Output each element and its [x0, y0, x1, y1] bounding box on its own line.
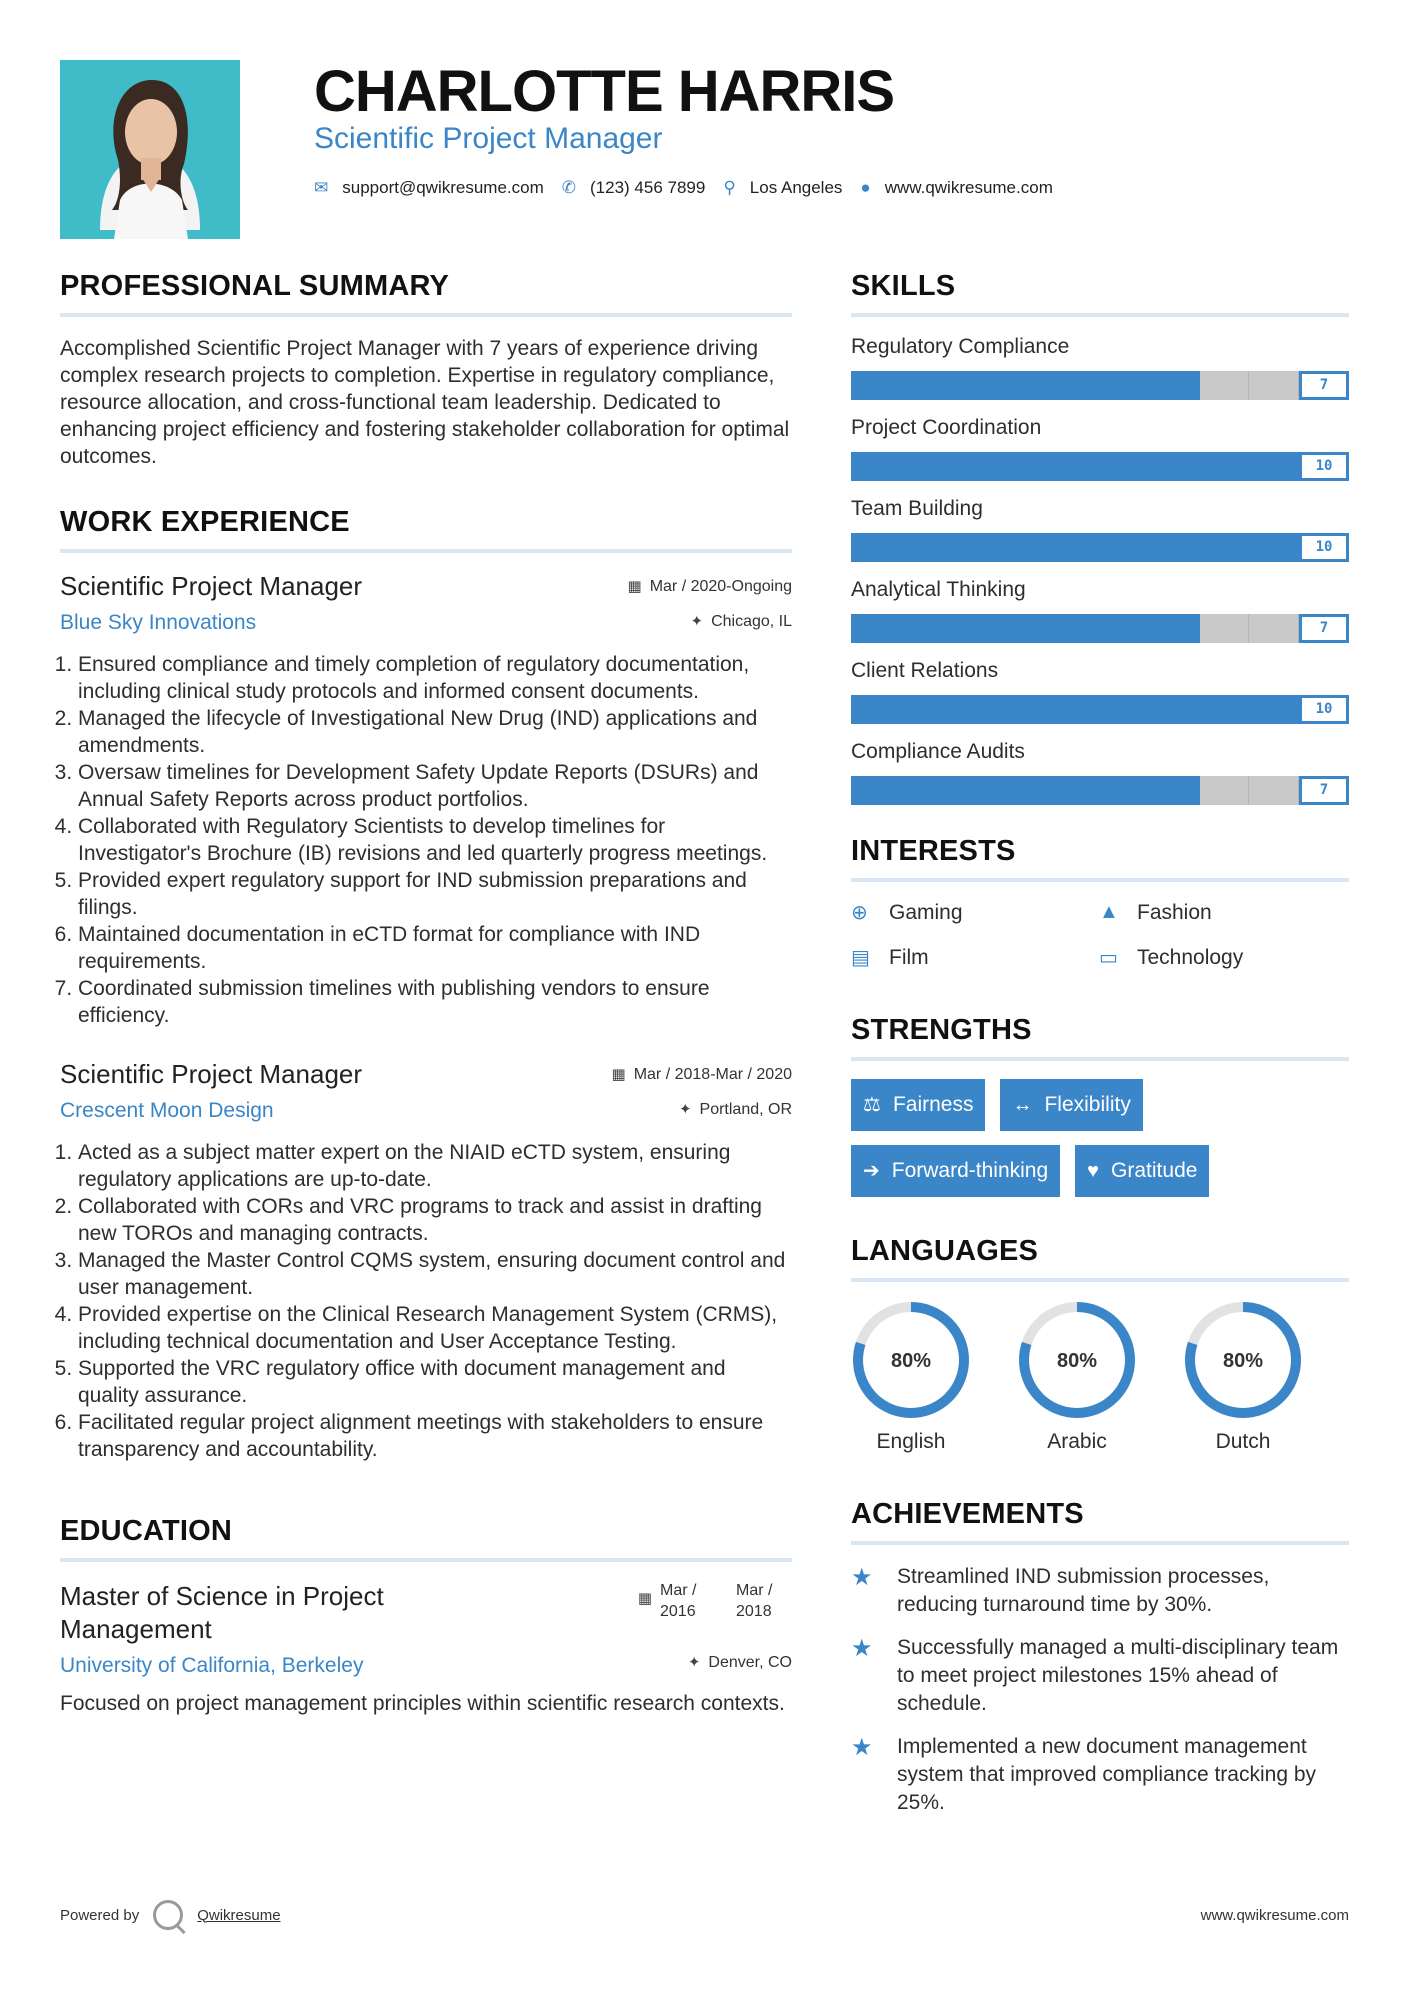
skill-bar-segment — [1249, 776, 1299, 805]
qwikresume-logo-icon — [153, 1900, 183, 1930]
skills-heading: SKILLS — [851, 270, 1349, 317]
interest-item — [1099, 945, 1347, 970]
education-description: Focused on project management principles within scientific research contexts. — [60, 1692, 785, 1715]
contact-email[interactable] — [314, 178, 544, 198]
map-pin-icon: ⚲ — [723, 178, 736, 197]
skill-item — [851, 659, 1349, 724]
interests-heading: INTERESTS — [851, 835, 1349, 882]
strengths-list — [851, 1079, 1349, 1197]
education-location — [688, 1653, 792, 1672]
contact-phone[interactable] — [562, 178, 706, 198]
duty-item: 6. Maintained documentation in eCTD format for compliance with IND requirements. — [78, 921, 792, 975]
achievement-text: Streamlined IND submission processes, reducing turnaround time by 30%. — [897, 1565, 1270, 1616]
heart-icon: ♥ — [1087, 1160, 1100, 1182]
achievement-text: Successfully managed a multi-disciplinary team to meet project milestones 15% ahead of schedule. — [897, 1636, 1339, 1715]
achievement-item — [851, 1733, 1349, 1817]
shopping-bag-icon: ▲ — [1099, 901, 1119, 923]
education-date-end: Mar / 2018 — [736, 1582, 773, 1620]
education-date — [638, 1580, 792, 1622]
profile-photo — [60, 60, 240, 239]
contact-phone-text: (123) 456 7899 — [590, 178, 706, 197]
skill-bar — [851, 533, 1349, 562]
skill-bar-segment — [1150, 695, 1200, 724]
language-name: Arabic — [1047, 1430, 1107, 1453]
language-ring — [1183, 1300, 1303, 1420]
skill-bar-segment — [951, 614, 1001, 643]
footer-url[interactable]: www.qwikresume.com — [1200, 1907, 1349, 1924]
duty-item: 2. Managed the lifecycle of Investigational New Drug (IND) applications and amendments. — [78, 705, 792, 759]
skill-bar-segment — [1249, 695, 1299, 724]
skill-bar-segment — [1000, 452, 1050, 481]
calendar-icon: ▦ — [637, 1590, 652, 1607]
education-location-text: Denver, CO — [708, 1654, 792, 1671]
globe-icon: ● — [860, 178, 871, 197]
skill-bar-segment — [851, 614, 901, 643]
skill-bar-segment — [1050, 614, 1100, 643]
duty-item: 4. Collaborated with Regulatory Scientists to develop timelines for Investigator's Brochure (IB) revisions and led quarterly progress meetings. — [78, 813, 792, 867]
interest-item — [1099, 900, 1347, 925]
strength-tag — [851, 1145, 1060, 1197]
strengths-heading: STRENGTHS — [851, 1014, 1349, 1061]
degree-title: Master of Science in Project Management — [60, 1581, 384, 1644]
education-date-separator — [716, 1580, 736, 1622]
school-name: University of California, Berkeley — [60, 1654, 364, 1677]
profile-photo-illustration — [60, 60, 240, 239]
contact-website-text: www.qwikresume.com — [884, 178, 1053, 197]
brand-link[interactable]: Qwikresume — [197, 1906, 281, 1924]
contact-website[interactable] — [860, 178, 1052, 198]
strength-tag — [851, 1079, 985, 1131]
skill-bar-segment — [1249, 452, 1299, 481]
skill-bar-segment — [951, 695, 1001, 724]
duty-item: 1. Ensured compliance and timely completion of regulatory documentation, including clinical study protocols and informed consent documents. — [78, 651, 792, 705]
skill-name: Compliance Audits — [851, 740, 1025, 763]
summary-text: Accomplished Scientific Project Manager with 7 years of experience driving complex research projects to completion. Expertise in regulatory compliance, resource allocation, and cross-functional team leadership. Dedicated to enhancing project efficiency and fostering stakeholder collaboration for optimal outcomes. — [60, 337, 790, 468]
skill-bar-segment — [951, 371, 1001, 400]
skill-bar-segment — [1200, 776, 1250, 805]
language-percent: 80% — [1222, 1350, 1264, 1372]
job-title: Scientific Project Manager — [60, 1059, 363, 1089]
skill-bar-segment — [851, 371, 901, 400]
skill-bar-segment — [851, 695, 901, 724]
achievements-heading: ACHIEVEMENTS — [851, 1498, 1349, 1545]
scale-icon: ⚖ — [863, 1094, 881, 1116]
job-date-text: Mar / 2020-Ongoing — [649, 578, 792, 595]
film-icon: ▤ — [851, 947, 870, 969]
skill-bar-segment — [851, 776, 901, 805]
skill-level-badge: 10 — [1299, 533, 1349, 562]
star-icon: ★ — [851, 1734, 873, 1761]
languages-list — [851, 1300, 1349, 1454]
pushpin-icon: ✦ — [690, 613, 704, 630]
skill-item — [851, 335, 1349, 400]
skill-bar-segment — [1100, 533, 1150, 562]
skill-bar-segment — [1100, 452, 1150, 481]
skill-level-badge: 7 — [1299, 776, 1349, 805]
skill-bar-segment — [901, 533, 951, 562]
skill-name: Analytical Thinking — [851, 578, 1026, 601]
duty-item: 3. Oversaw timelines for Development Safety Update Reports (DSURs) and Annual Safety Reports across product portfolios. — [78, 759, 792, 813]
strength-label: Flexibility — [1044, 1093, 1131, 1116]
skill-bar-segment — [1150, 371, 1200, 400]
contact-location — [723, 178, 842, 198]
skill-item — [851, 497, 1349, 562]
skill-bar — [851, 614, 1349, 643]
job-location-text: Chicago, IL — [711, 613, 792, 630]
skill-bar — [851, 371, 1349, 400]
pushpin-icon: ✦ — [687, 1654, 701, 1671]
job-date — [612, 1065, 792, 1084]
skill-bar-segment — [1050, 695, 1100, 724]
skill-bar-segment — [1050, 371, 1100, 400]
skill-bar-segment — [1000, 371, 1050, 400]
skill-level-badge: 7 — [1299, 371, 1349, 400]
duty-item: 5. Supported the VRC regulatory office with document management and quality assurance. — [78, 1355, 792, 1409]
skill-item — [851, 740, 1349, 805]
skill-bar-segment — [901, 614, 951, 643]
skill-name: Team Building — [851, 497, 983, 520]
job-date — [628, 577, 793, 596]
interest-item — [851, 900, 1099, 925]
job-location — [690, 612, 792, 631]
phone-icon: ✆ — [561, 178, 576, 197]
skill-bar-segment — [1150, 533, 1200, 562]
strength-label: Forward-thinking — [891, 1159, 1049, 1182]
calendar-icon: ▦ — [627, 578, 642, 595]
interest-label: Technology — [1137, 945, 1244, 969]
skill-bar-segment — [951, 452, 1001, 481]
strength-tag — [1000, 1079, 1142, 1131]
duty-item: 2. Collaborated with CORs and VRC programs to track and assist in drafting new TOROs and managing contracts. — [78, 1193, 792, 1247]
skill-bar-segment — [901, 452, 951, 481]
duty-item: 7. Coordinated submission timelines with publishing vendors to ensure efficiency. — [78, 975, 792, 1029]
skill-level-badge: 10 — [1299, 452, 1349, 481]
duty-item: 4. Provided expertise on the Clinical Research Management System (CRMS), including technical documentation and User Acceptance Testing. — [78, 1301, 792, 1355]
language-ring — [1017, 1300, 1137, 1420]
pushpin-icon: ✦ — [678, 1101, 692, 1118]
job-entry — [60, 571, 792, 1029]
skill-bar-segment — [1050, 533, 1100, 562]
languages-heading: LANGUAGES — [851, 1235, 1349, 1282]
education-heading: EDUCATION — [60, 1515, 792, 1562]
skill-bar-segment — [951, 776, 1001, 805]
skill-bar-segment — [1150, 614, 1200, 643]
powered-by — [60, 1900, 281, 1930]
skill-bar — [851, 695, 1349, 724]
skill-bar-segment — [1050, 776, 1100, 805]
skill-item — [851, 578, 1349, 643]
duty-item: 3. Managed the Master Control CQMS system, ensuring document control and user management. — [78, 1247, 792, 1301]
language-name: Dutch — [1215, 1430, 1271, 1453]
language-percent: 80% — [890, 1350, 932, 1372]
skill-bar-segment — [1249, 371, 1299, 400]
job-company: Crescent Moon Design — [60, 1099, 274, 1122]
achievement-text: Implemented a new document management system that improved compliance tracking by 25%. — [897, 1735, 1317, 1814]
interest-label: Fashion — [1137, 900, 1212, 924]
language-percent: 80% — [1056, 1350, 1098, 1372]
skill-bar-segment — [1249, 533, 1299, 562]
skill-bar — [851, 776, 1349, 805]
skill-bar — [851, 452, 1349, 481]
job-entry — [60, 1059, 792, 1463]
skill-bar-segment — [901, 776, 951, 805]
skill-bar-segment — [1050, 452, 1100, 481]
right-column — [851, 270, 1349, 1832]
arrows-horizontal-icon: ↔ — [1012, 1094, 1033, 1116]
duty-list — [60, 651, 792, 1029]
duty-item: 1. Acted as a subject matter expert on the NIAID eCTD system, ensuring regulatory applications are up-to-date. — [78, 1139, 792, 1193]
arrow-right-icon: ➔ — [863, 1160, 880, 1182]
education-entry — [60, 1580, 792, 1717]
skill-name: Project Coordination — [851, 416, 1042, 439]
skill-bar-segment — [851, 533, 901, 562]
skill-name: Regulatory Compliance — [851, 335, 1070, 358]
skill-item — [851, 416, 1349, 481]
envelope-icon: ✉ — [314, 178, 329, 197]
summary-heading: PROFESSIONAL SUMMARY — [60, 270, 792, 317]
job-location-text: Portland, OR — [699, 1101, 792, 1118]
experience-heading: WORK EXPERIENCE — [60, 506, 792, 553]
candidate-name: CHARLOTTE HARRIS — [314, 59, 895, 124]
achievements-list — [851, 1563, 1349, 1817]
skill-bar-segment — [901, 695, 951, 724]
duty-list — [60, 1139, 792, 1463]
contact-email-text: support@qwikresume.com — [342, 178, 544, 197]
language-ring — [851, 1300, 971, 1420]
skill-bar-segment — [1100, 776, 1150, 805]
skill-bar-segment — [1200, 371, 1250, 400]
interest-label: Film — [889, 945, 929, 969]
skill-bar-segment — [1150, 452, 1200, 481]
gamepad-icon: ⊕ — [851, 902, 868, 924]
skill-bar-segment — [901, 371, 951, 400]
skill-bar-segment — [1100, 371, 1150, 400]
language-item — [1017, 1300, 1137, 1454]
skill-bar-segment — [951, 533, 1001, 562]
skill-bar-segment — [1200, 452, 1250, 481]
skill-level-badge: 10 — [1299, 695, 1349, 724]
skill-bar-segment — [1200, 533, 1250, 562]
star-icon: ★ — [851, 1635, 873, 1662]
powered-by-text: Powered by — [60, 1906, 140, 1924]
job-company: Blue Sky Innovations — [60, 611, 257, 634]
skill-bar-segment — [1100, 614, 1150, 643]
skill-bar-segment — [1000, 614, 1050, 643]
education-date-start: Mar / 2016 — [660, 1582, 697, 1620]
interest-label: Gaming — [889, 900, 963, 924]
skill-bar-segment — [1200, 695, 1250, 724]
job-date-text: Mar / 2018-Mar / 2020 — [633, 1066, 792, 1083]
laptop-icon: ▭ — [1099, 947, 1118, 969]
skill-bar-segment — [1000, 533, 1050, 562]
achievement-item — [851, 1634, 1349, 1718]
duty-item: 5. Provided expert regulatory support for IND submission preparations and filings. — [78, 867, 792, 921]
skill-bar-segment — [1150, 776, 1200, 805]
calendar-icon: ▦ — [611, 1066, 626, 1083]
language-name: English — [876, 1430, 946, 1453]
job-location — [679, 1100, 792, 1119]
interest-item — [851, 945, 1099, 970]
star-icon: ★ — [851, 1564, 873, 1591]
skill-bar-segment — [1200, 614, 1250, 643]
skill-level-badge: 7 — [1299, 614, 1349, 643]
contact-bar — [314, 178, 1071, 198]
achievement-item — [851, 1563, 1349, 1619]
language-item — [851, 1300, 971, 1454]
left-column — [60, 270, 792, 1717]
skill-bar-segment — [1000, 695, 1050, 724]
strength-label: Gratitude — [1111, 1159, 1198, 1182]
contact-location-text: Los Angeles — [749, 178, 843, 197]
skill-bar-segment — [1100, 695, 1150, 724]
skill-bar-segment — [1249, 614, 1299, 643]
strength-label: Fairness — [892, 1093, 974, 1116]
candidate-title: Scientific Project Manager — [314, 122, 663, 155]
strength-tag — [1075, 1145, 1209, 1197]
duty-item: 6. Facilitated regular project alignment meetings with stakeholders to ensure transparency and accountability. — [78, 1409, 792, 1463]
job-title: Scientific Project Manager — [60, 571, 363, 601]
skill-name: Client Relations — [851, 659, 999, 682]
skills-list — [851, 335, 1349, 805]
skill-bar-segment — [1000, 776, 1050, 805]
interests-grid — [851, 900, 1349, 970]
language-item — [1183, 1300, 1303, 1454]
skill-bar-segment — [851, 452, 901, 481]
